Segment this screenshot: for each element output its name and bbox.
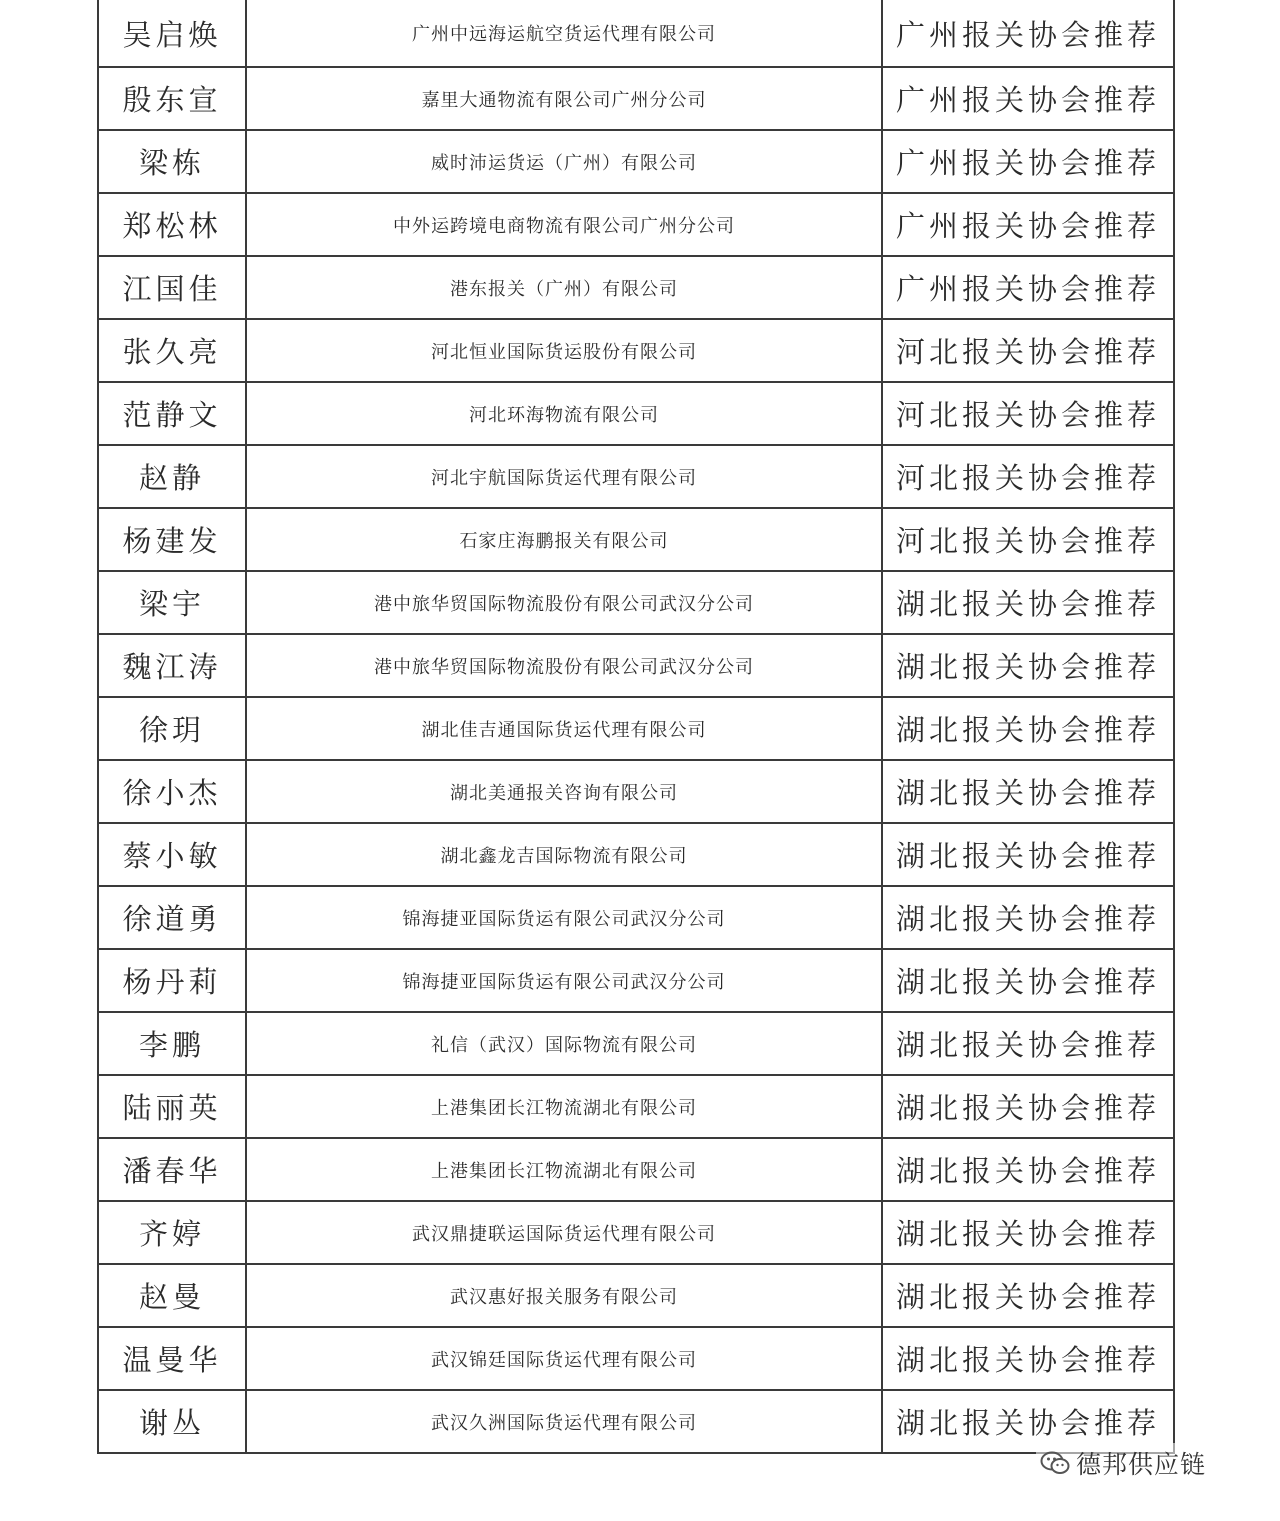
recommender-cell: 湖北报关协会推荐 xyxy=(882,634,1174,697)
company-cell: 武汉久洲国际货运代理有限公司 xyxy=(246,1390,882,1453)
recommender-cell: 广州报关协会推荐 xyxy=(882,193,1174,256)
watermark-text: 德邦供应链 xyxy=(1076,1450,1207,1479)
company-cell: 河北恒业国际货运股份有限公司 xyxy=(246,319,882,382)
table-row xyxy=(98,823,1174,886)
name-cell: 谢丛 xyxy=(98,1390,246,1453)
name-cell: 魏江涛 xyxy=(98,634,246,697)
table-row xyxy=(98,1390,1174,1453)
name-cell: 陆丽英 xyxy=(98,1075,246,1138)
name-cell: 江国佳 xyxy=(98,256,246,319)
company-cell: 河北环海物流有限公司 xyxy=(246,382,882,445)
table-row xyxy=(98,319,1174,382)
table-row xyxy=(98,697,1174,760)
company-cell: 锦海捷亚国际货运有限公司武汉分公司 xyxy=(246,886,882,949)
recommender-cell: 湖北报关协会推荐 xyxy=(882,1201,1174,1264)
name-cell: 杨建发 xyxy=(98,508,246,571)
recommender-cell: 河北报关协会推荐 xyxy=(882,508,1174,571)
recommender-cell: 广州报关协会推荐 xyxy=(882,0,1174,67)
table-row xyxy=(98,1075,1174,1138)
table-row xyxy=(98,445,1174,508)
name-cell: 赵静 xyxy=(98,445,246,508)
recommender-cell: 湖北报关协会推荐 xyxy=(882,1327,1174,1390)
company-cell: 河北宇航国际货运代理有限公司 xyxy=(246,445,882,508)
company-cell: 石家庄海鹏报关有限公司 xyxy=(246,508,882,571)
name-cell: 杨丹莉 xyxy=(98,949,246,1012)
name-cell: 梁宇 xyxy=(98,571,246,634)
name-cell: 郑松林 xyxy=(98,193,246,256)
table-row xyxy=(98,1201,1174,1264)
name-cell: 潘春华 xyxy=(98,1138,246,1201)
roster-table xyxy=(97,0,1175,1454)
table-row xyxy=(98,1264,1174,1327)
company-cell: 武汉锦廷国际货运代理有限公司 xyxy=(246,1327,882,1390)
recommender-cell: 湖北报关协会推荐 xyxy=(882,1390,1174,1453)
name-cell: 吴启焕 xyxy=(98,0,246,67)
recommender-cell: 广州报关协会推荐 xyxy=(882,256,1174,319)
recommender-cell: 湖北报关协会推荐 xyxy=(882,949,1174,1012)
recommender-cell: 广州报关协会推荐 xyxy=(882,67,1174,130)
recommender-cell: 河北报关协会推荐 xyxy=(882,445,1174,508)
company-cell: 港东报关（广州）有限公司 xyxy=(246,256,882,319)
name-cell: 张久亮 xyxy=(98,319,246,382)
recommender-cell: 河北报关协会推荐 xyxy=(882,382,1174,445)
table-row xyxy=(98,382,1174,445)
recommender-cell: 湖北报关协会推荐 xyxy=(882,697,1174,760)
company-cell: 港中旅华贸国际物流股份有限公司武汉分公司 xyxy=(246,634,882,697)
recommender-cell: 湖北报关协会推荐 xyxy=(882,571,1174,634)
recommender-cell: 湖北报关协会推荐 xyxy=(882,1264,1174,1327)
table-row xyxy=(98,130,1174,193)
name-cell: 李鹏 xyxy=(98,1012,246,1075)
company-cell: 中外运跨境电商物流有限公司广州分公司 xyxy=(246,193,882,256)
company-cell: 港中旅华贸国际物流股份有限公司武汉分公司 xyxy=(246,571,882,634)
company-cell: 湖北鑫龙吉国际物流有限公司 xyxy=(246,823,882,886)
company-cell: 嘉里大通物流有限公司广州分公司 xyxy=(246,67,882,130)
table-row xyxy=(98,949,1174,1012)
name-cell: 赵曼 xyxy=(98,1264,246,1327)
table-row xyxy=(98,760,1174,823)
watermark xyxy=(1036,1443,1210,1483)
recommender-cell: 广州报关协会推荐 xyxy=(882,130,1174,193)
recommender-cell: 湖北报关协会推荐 xyxy=(882,760,1174,823)
recommender-cell: 河北报关协会推荐 xyxy=(882,319,1174,382)
table-row xyxy=(98,193,1174,256)
wechat-icon xyxy=(1040,1450,1070,1476)
company-cell: 湖北美通报关咨询有限公司 xyxy=(246,760,882,823)
table-row xyxy=(98,1138,1174,1201)
recommender-cell: 湖北报关协会推荐 xyxy=(882,1138,1174,1201)
table-row xyxy=(98,886,1174,949)
company-cell: 武汉鼎捷联运国际货运代理有限公司 xyxy=(246,1201,882,1264)
recommender-cell: 湖北报关协会推荐 xyxy=(882,886,1174,949)
name-cell: 梁栋 xyxy=(98,130,246,193)
name-cell: 蔡小敏 xyxy=(98,823,246,886)
name-cell: 殷东宣 xyxy=(98,67,246,130)
table-row xyxy=(98,508,1174,571)
company-cell: 湖北佳吉通国际货运代理有限公司 xyxy=(246,697,882,760)
name-cell: 徐玥 xyxy=(98,697,246,760)
recommender-cell: 湖北报关协会推荐 xyxy=(882,823,1174,886)
company-cell: 上港集团长江物流湖北有限公司 xyxy=(246,1138,882,1201)
table-row xyxy=(98,1327,1174,1390)
company-cell: 锦海捷亚国际货运有限公司武汉分公司 xyxy=(246,949,882,1012)
table-row xyxy=(98,0,1174,67)
name-cell: 齐婷 xyxy=(98,1201,246,1264)
recommender-cell: 湖北报关协会推荐 xyxy=(882,1075,1174,1138)
company-cell: 礼信（武汉）国际物流有限公司 xyxy=(246,1012,882,1075)
name-cell: 范静文 xyxy=(98,382,246,445)
document-sheet xyxy=(97,0,1173,1454)
company-cell: 广州中远海运航空货运代理有限公司 xyxy=(246,0,882,67)
recommender-cell: 湖北报关协会推荐 xyxy=(882,1012,1174,1075)
company-cell: 武汉惠好报关服务有限公司 xyxy=(246,1264,882,1327)
table-row xyxy=(98,634,1174,697)
table-row xyxy=(98,1012,1174,1075)
company-cell: 威时沛运货运（广州）有限公司 xyxy=(246,130,882,193)
company-cell: 上港集团长江物流湖北有限公司 xyxy=(246,1075,882,1138)
table-row xyxy=(98,67,1174,130)
table-row xyxy=(98,256,1174,319)
name-cell: 徐道勇 xyxy=(98,886,246,949)
table-row xyxy=(98,571,1174,634)
roster-table-body xyxy=(98,0,1174,1453)
name-cell: 徐小杰 xyxy=(98,760,246,823)
name-cell: 温曼华 xyxy=(98,1327,246,1390)
